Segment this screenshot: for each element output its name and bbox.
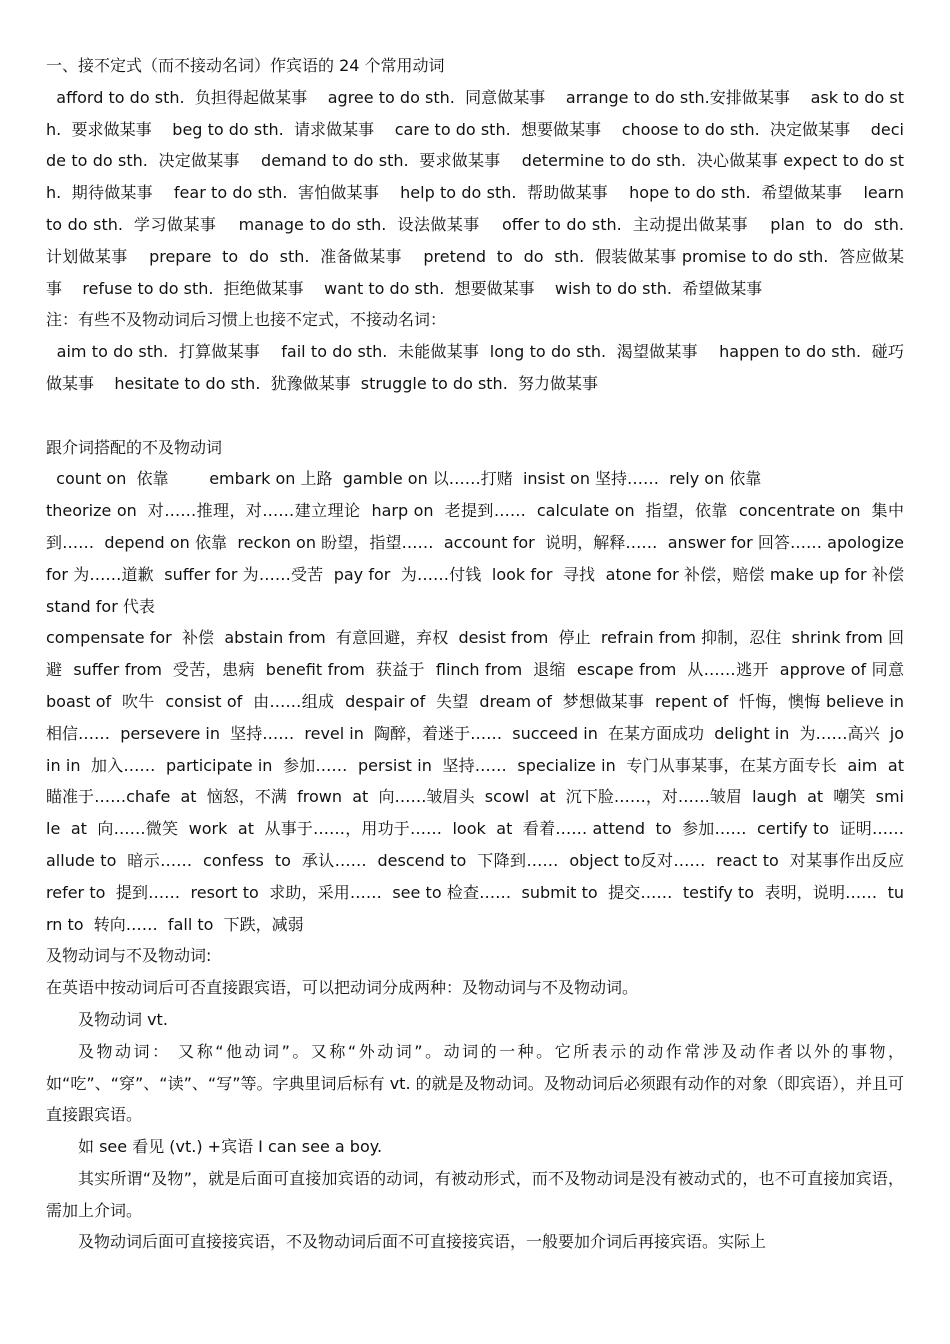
section3-example: 如 see 看见 (vt.) +宾语 I can see a boy.	[78, 1137, 383, 1157]
section3-vt-label: 及物动词 vt.	[78, 1009, 168, 1029]
section3-vt-definition: 及物动词： 又称“他动词”。又称“外动词”。动词的一种。它所表示的动作常涉及动作者以外的事物，如“吃”、“穿”、“读”、“写”等。字典里词后标有 vt. 的就是及物动词。及物动词后必须跟有动作的对象（即宾语），并且可直接跟宾语。	[46, 1041, 904, 1125]
section2-from-to-verbs: compensate for 补偿 abstain from 有意回避，弃权 desist from 停止 refrain from 抑制，忍住 shrink from 回避 suffer from 受苦，患病 benefit from 获益于 flinch from 退缩 escape from 从……逃开 approve of 同意 boast of 吹牛 consist of 由……组成 despair of 失望 dream of 梦想做某事 repent of 忏悔，懊悔 believe in 相信…… persevere in 坚持…… revel in 陶醉，着迷于…… succeed in 在某方面成功 delight in 为……高兴 join in 加入…… participate in 参加…… persist in 坚持…… specialize in 专门从事某事，在某方面专长 aim at 瞄准于……chafe at 恼怒，不满 frown at 向……皱眉头 scowl at 沉下脸……，对……皱眉 laugh at 嘲笑 smile at 向……微笑 work at 从事于……，用功于…… look at 看着…… attend to 参加…… certify to 证明…… allude to 暗示…… confess to 承认…… descend to 下降到…… object to反对…… react to 对某事作出反应 refer to 提到…… resort to 求助，采用…… see to 检查…… submit to 提交…… testify to 表明，说明…… turn to 转向…… fall to 下跌，减弱	[46, 628, 915, 934]
section1-verb-list: afford to do sth. 负担得起做某事 agree to do sth. 同意做某事 arrange to do sth.安排做某事 ask to do sth. 要求做某事 beg to do sth. 请求做某事 care to do sth. 想要做某事 choose to do sth. 决定做某事 decide to do sth. 决定做某事 demand to do sth. 要求做某事 determine to do sth. 决心做某事 expect to do sth. 期待做某事 fear to do sth. 害怕做某事 help to do sth. 帮助做某事 hope to do sth. 希望做某事 learn to do sth. 学习做某事 manage to do sth. 设法做某事 offer to do sth. 主动提出做某事 plan to do sth. 计划做某事 prepare to do sth. 准备做某事 pretend to do sth. 假装做某事 promise to do sth. 答应做某事 refuse to do sth. 拒绝做某事 want to do sth. 想要做某事 wish to do sth. 希望做某事	[46, 87, 915, 298]
section1-note-title: 注：有些不及物动词后习惯上也接不定式，不接动名词：	[46, 310, 447, 330]
section3-comparison: 及物动词后面可直接接宾语，不及物动词后面不可直接接宾语，一般要加介词后再接宾语。实际上	[78, 1232, 767, 1252]
section3-intro: 在英语中按动词后可否直接跟宾语，可以把动词分成两种：及物动词与不及物动词。	[46, 978, 639, 998]
section3-title: 及物动词与不及物动词:	[46, 946, 212, 966]
blank-line	[46, 400, 904, 432]
section3-explanation: 其实所谓“及物”，就是后面可直接加宾语的动词，有被动形式，而不及物动词是没有被动式的，也不可直接加宾语，需加上介词。	[46, 1168, 904, 1220]
section2-on-verbs: count on 依靠 embark on 上路 gamble on 以……打赌 insist on 坚持…… rely on 依靠	[46, 469, 762, 489]
section2-on-for-verbs: theorize on 对……推理，对……建立理论 harp on 老提到…… calculate on 指望，依靠 concentrate on 集中到…… depend on 依靠 reckon on 盼望，指望…… account for 说明，解释…… answer for 回答…… apologize for 为……道歉 suffer for 为……受苦 pay for 为……付钱 look for 寻找 atone for 补偿，赔偿 make up for 补偿 stand for 代表	[46, 501, 915, 616]
section2-title: 跟介词搭配的不及物动词	[46, 437, 223, 457]
section1-note-verbs: aim to do sth. 打算做某事 fail to do sth. 未能做某事 long to do sth. 渴望做某事 happen to do sth. 碰巧做某事 hesitate to do sth. 犹豫做某事 struggle to do sth. 努力做某事	[46, 342, 904, 393]
section1-title: 一、接不定式（而不接动名词）作宾语的 24 个常用动词	[46, 56, 445, 75]
